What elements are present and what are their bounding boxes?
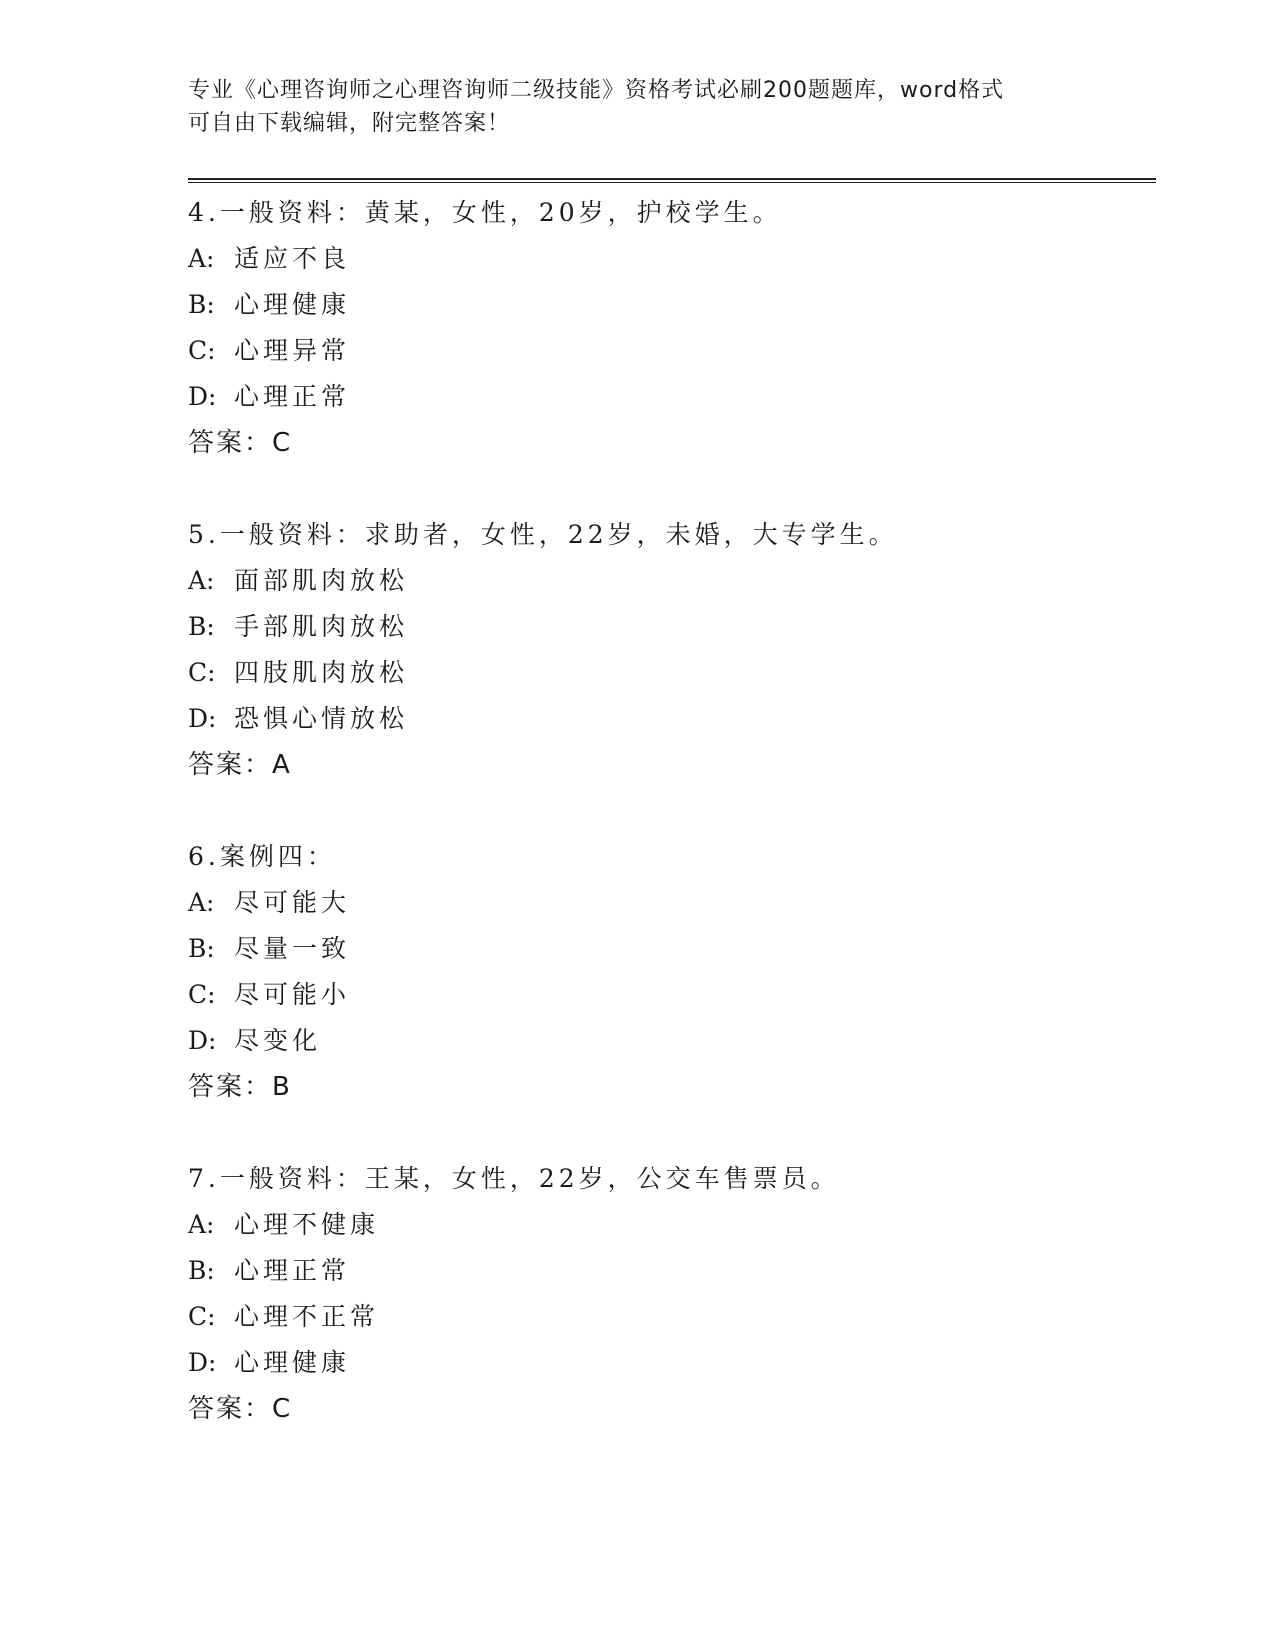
option-d [188,1340,1148,1386]
option-letter: B: [188,934,215,963]
header-line-2: 可自由下载编辑，附完整答案！ [188,111,511,136]
option-text: 心理正常 [234,1256,351,1285]
option-letter: A: [188,244,215,273]
question-stem: 7.一般资料：王某，女性，22岁，公交车售票员。 [188,1164,840,1193]
option-d [188,696,1148,742]
option-letter: D: [188,382,217,411]
answer-line: 答案：C [188,1394,293,1424]
option-c [188,328,1148,374]
question-7 [188,1156,1148,1432]
answer-line: 答案：C [188,428,293,458]
option-text: 适应不良 [234,244,351,273]
question-stem: 4.一般资料：黄某，女性，20岁，护校学生。 [188,198,782,227]
option-text: 尽量一致 [234,934,351,963]
option-letter: C: [188,980,216,1009]
option-d [188,1018,1148,1064]
header-divider [188,178,1156,183]
question-list [188,190,1148,1432]
option-text: 尽可能大 [234,888,351,917]
answer-line: 答案：A [188,750,292,780]
option-letter: A: [188,1210,215,1239]
question-stem: 6.案例四： [188,842,336,871]
option-text: 四肢肌肉放松 [234,658,409,687]
option-text: 尽变化 [234,1026,322,1055]
question-stem: 5.一般资料：求助者，女性，22岁，未婚，大专学生。 [188,520,898,549]
answer-line: 答案：B [188,1072,292,1102]
option-d [188,374,1148,420]
option-a [188,1202,1148,1248]
question-4 [188,190,1148,466]
option-c [188,650,1148,696]
option-letter: C: [188,658,216,687]
option-a [188,236,1148,282]
option-letter: D: [188,1026,217,1055]
option-text: 心理健康 [234,290,351,319]
option-text: 心理正常 [234,382,351,411]
option-letter: C: [188,1302,216,1331]
option-text: 心理不健康 [234,1210,380,1239]
option-c [188,1294,1148,1340]
option-text: 尽可能小 [234,980,351,1009]
document-header [188,74,1088,140]
option-b [188,926,1148,972]
header-line-1: 专业《心理咨询师之心理咨询师二级技能》资格考试必刷200题题库，word格式 [188,78,1005,103]
option-b [188,1248,1148,1294]
option-text: 心理健康 [234,1348,351,1377]
option-letter: C: [188,336,216,365]
option-b [188,282,1148,328]
option-b [188,604,1148,650]
option-text: 面部肌肉放松 [234,566,409,595]
option-letter: B: [188,612,215,641]
option-a [188,558,1148,604]
option-a [188,880,1148,926]
question-6 [188,834,1148,1110]
option-letter: A: [188,888,215,917]
option-c [188,972,1148,1018]
option-letter: B: [188,290,215,319]
option-letter: A: [188,566,215,595]
option-text: 心理不正常 [234,1302,380,1331]
option-text: 手部肌肉放松 [234,612,409,641]
option-letter: D: [188,704,217,733]
option-letter: D: [188,1348,217,1377]
question-5 [188,512,1148,788]
option-text: 心理异常 [234,336,351,365]
option-text: 恐惧心情放松 [234,704,409,733]
option-letter: B: [188,1256,215,1285]
